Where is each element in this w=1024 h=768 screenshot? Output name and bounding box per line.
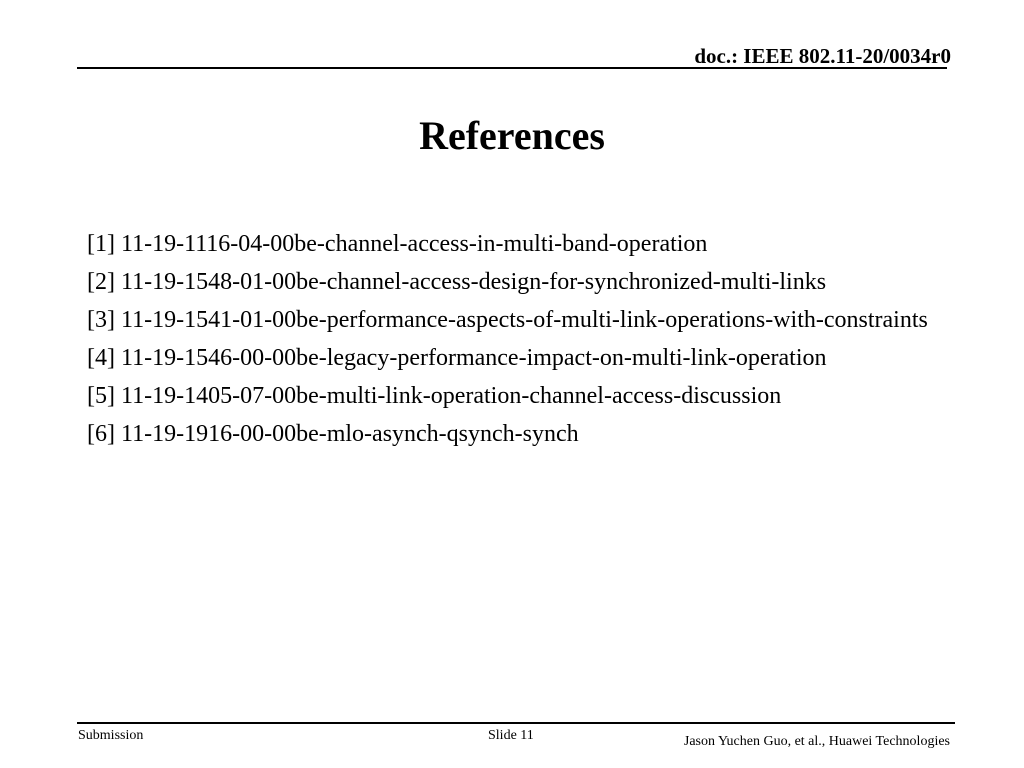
reference-item-4: [4] 11-19-1546-00-00be-legacy-performance-impact-on-multi-link-operation [87,345,827,371]
reference-item-2: [2] 11-19-1548-01-00be-channel-access-design-for-synchronized-multi-links [87,269,827,295]
document-id: doc.: IEEE 802.11-20/0034r0 [694,44,951,68]
reference-item-5: [5] 11-19-1405-07-00be-multi-link-operation-channel-access-discussion [87,383,782,409]
reference-item-3: [3] 11-19-1541-01-00be-performance-aspects-of-multi-link-operations-with-constraints [87,307,928,333]
footer-author: Jason Yuchen Guo, et al., Huawei Technologies [683,734,950,749]
reference-item-1: [1] 11-19-1116-04-00be-channel-access-in-multi-band-operation [87,231,708,257]
reference-item-6: [6] 11-19-1916-00-00be-mlo-asynch-qsynch-synch [87,421,579,447]
header-divider [77,67,947,69]
footer-divider [77,722,955,724]
slide-title: References [419,113,605,158]
reference-list [87,229,932,457]
footer-submission: Submission [78,728,144,743]
footer-slide-number: Slide 11 [488,728,534,743]
